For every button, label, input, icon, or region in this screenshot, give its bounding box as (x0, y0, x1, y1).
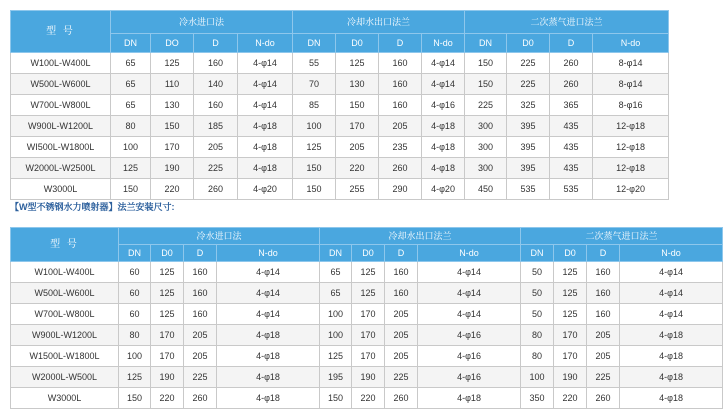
value-cell: 70 (293, 74, 336, 95)
value-cell: 125 (352, 283, 385, 304)
model-cell: W2000L-W500L (11, 367, 119, 388)
model-cell: WI500L-W1800L (11, 137, 111, 158)
value-cell: 205 (184, 325, 217, 346)
column-header-cell: N-do (238, 34, 293, 53)
value-cell: 125 (320, 346, 352, 367)
value-cell: 125 (151, 262, 184, 283)
value-cell: 225 (385, 367, 418, 388)
column-header-cell: N-do (422, 34, 465, 53)
value-cell: 80 (111, 116, 151, 137)
table-row (11, 325, 723, 346)
value-cell: 65 (320, 262, 352, 283)
value-cell: 50 (521, 304, 554, 325)
value-cell: 260 (184, 388, 217, 409)
value-cell: 4-φ14 (238, 95, 293, 116)
value-cell: 4-φ14 (217, 262, 320, 283)
value-cell: 125 (111, 158, 151, 179)
value-cell: 125 (352, 262, 385, 283)
value-cell: 50 (521, 262, 554, 283)
column-header-cell: D0 (336, 34, 379, 53)
value-cell: 65 (111, 53, 151, 74)
column-header-cell: DO (151, 34, 194, 53)
value-cell: 4-φ14 (418, 283, 521, 304)
value-cell: 125 (336, 53, 379, 74)
value-cell: 4-φ18 (217, 388, 320, 409)
column-header-cell: N-do (418, 245, 521, 262)
value-cell: 65 (111, 95, 151, 116)
value-cell: 160 (385, 262, 418, 283)
value-cell: 125 (554, 304, 587, 325)
value-cell: 535 (550, 179, 593, 200)
value-cell: 160 (194, 53, 238, 74)
value-cell: 4-φ18 (238, 137, 293, 158)
value-cell: 4-φ14 (238, 74, 293, 95)
value-cell: 225 (465, 95, 507, 116)
table-row (11, 74, 669, 95)
model-cell: W100L-W400L (11, 53, 111, 74)
table-row (11, 262, 723, 283)
value-cell: 255 (336, 179, 379, 200)
value-cell: 4-φ18 (422, 116, 465, 137)
value-cell: 4-φ18 (238, 158, 293, 179)
model-cell: W700L-W800L (11, 304, 119, 325)
value-cell: 12-φ20 (593, 179, 669, 200)
table-row (11, 388, 723, 409)
value-cell: 4-φ20 (422, 179, 465, 200)
value-cell: 4-φ14 (217, 283, 320, 304)
table-row (11, 179, 669, 200)
value-cell: 170 (151, 137, 194, 158)
value-cell: 4-φ16 (418, 346, 521, 367)
column-header-cell: DN (111, 34, 151, 53)
value-cell: 190 (151, 158, 194, 179)
value-cell: 170 (336, 116, 379, 137)
model-cell: W100L-W400L (11, 262, 119, 283)
value-cell: 260 (550, 53, 593, 74)
column-header-cell: D0 (507, 34, 550, 53)
value-cell: 140 (194, 74, 238, 95)
value-cell: 205 (385, 304, 418, 325)
value-cell: 190 (151, 367, 184, 388)
value-cell: 4-φ14 (422, 53, 465, 74)
value-cell: 150 (111, 179, 151, 200)
model-header-cell: 型 号 (11, 11, 111, 53)
value-cell: 205 (336, 137, 379, 158)
value-cell: 85 (293, 95, 336, 116)
value-cell: 170 (554, 325, 587, 346)
group-header-cell: 二次蒸气进口法兰 (521, 228, 723, 245)
value-cell: 100 (111, 137, 151, 158)
value-cell: 100 (320, 304, 352, 325)
value-cell: 60 (119, 304, 151, 325)
value-cell: 4-φ18 (422, 137, 465, 158)
value-cell: 4-φ14 (620, 262, 723, 283)
value-cell: 260 (379, 158, 422, 179)
value-cell: 4-φ16 (418, 325, 521, 346)
model-header-cell: 型 号 (11, 228, 119, 262)
value-cell: 150 (151, 116, 194, 137)
column-header-cell: D0 (352, 245, 385, 262)
value-cell: 160 (379, 95, 422, 116)
value-cell: 150 (293, 158, 336, 179)
value-cell: 290 (379, 179, 422, 200)
value-cell: 150 (119, 388, 151, 409)
table-row (11, 137, 669, 158)
value-cell: 65 (111, 74, 151, 95)
column-header-cell: N-do (217, 245, 320, 262)
value-cell: 4-φ18 (418, 388, 521, 409)
column-header-cell: D0 (554, 245, 587, 262)
value-cell: 350 (521, 388, 554, 409)
value-cell: 260 (194, 179, 238, 200)
value-cell: 4-φ14 (418, 304, 521, 325)
value-cell: 205 (587, 325, 620, 346)
value-cell: 4-φ18 (620, 346, 723, 367)
value-cell: 160 (379, 53, 422, 74)
value-cell: 220 (336, 158, 379, 179)
column-header-cell: DN (119, 245, 151, 262)
value-cell: 225 (507, 74, 550, 95)
value-cell: 170 (352, 325, 385, 346)
value-cell: 205 (194, 137, 238, 158)
value-cell: 150 (465, 74, 507, 95)
value-cell: 300 (465, 116, 507, 137)
value-cell: 80 (119, 325, 151, 346)
value-cell: 125 (554, 283, 587, 304)
value-cell: 185 (194, 116, 238, 137)
value-cell: 260 (550, 74, 593, 95)
column-header-cell: D (385, 245, 418, 262)
value-cell: 55 (293, 53, 336, 74)
value-cell: 260 (385, 388, 418, 409)
table-row (11, 283, 723, 304)
column-header-cell: N-do (593, 34, 669, 53)
value-cell: 160 (587, 283, 620, 304)
value-cell: 150 (293, 179, 336, 200)
value-cell: 160 (184, 283, 217, 304)
value-cell: 435 (550, 116, 593, 137)
value-cell: 4-φ16 (422, 95, 465, 116)
column-header-cell: DN (465, 34, 507, 53)
value-cell: 225 (587, 367, 620, 388)
value-cell: 60 (119, 283, 151, 304)
value-cell: 170 (151, 325, 184, 346)
value-cell: 4-φ14 (620, 304, 723, 325)
value-cell: 395 (507, 116, 550, 137)
value-cell: 4-φ20 (238, 179, 293, 200)
value-cell: 220 (554, 388, 587, 409)
value-cell: 80 (521, 346, 554, 367)
value-cell: 395 (507, 137, 550, 158)
table-row (11, 367, 723, 388)
value-cell: 325 (507, 95, 550, 116)
value-cell: 4-φ18 (620, 388, 723, 409)
value-cell: 110 (151, 74, 194, 95)
value-cell: 160 (379, 74, 422, 95)
column-header-cell: D (587, 245, 620, 262)
column-header-cell: D0 (151, 245, 184, 262)
value-cell: 205 (385, 346, 418, 367)
model-cell: W3000L (11, 179, 111, 200)
value-cell: 4-φ18 (238, 116, 293, 137)
value-cell: 170 (352, 346, 385, 367)
flange-size-table-1 (10, 10, 669, 200)
table-1-body (11, 11, 669, 200)
value-cell: 535 (507, 179, 550, 200)
value-cell: 220 (352, 388, 385, 409)
value-cell: 160 (184, 304, 217, 325)
value-cell: 160 (587, 262, 620, 283)
value-cell: 195 (320, 367, 352, 388)
value-cell: 125 (293, 137, 336, 158)
table-row (11, 346, 723, 367)
value-cell: 100 (521, 367, 554, 388)
value-cell: 260 (587, 388, 620, 409)
flange-size-table-2 (10, 227, 723, 409)
value-cell: 235 (379, 137, 422, 158)
value-cell: 65 (320, 283, 352, 304)
table-row (11, 304, 723, 325)
value-cell: 100 (293, 116, 336, 137)
model-cell: W1500L-W1800L (11, 346, 119, 367)
value-cell: 220 (151, 388, 184, 409)
value-cell: 125 (554, 262, 587, 283)
value-cell: 160 (385, 283, 418, 304)
group-header-cell: 二次蒸气进口法兰 (465, 11, 669, 34)
value-cell: 225 (507, 53, 550, 74)
value-cell: 8-φ14 (593, 74, 669, 95)
value-cell: 125 (151, 304, 184, 325)
table-row (11, 53, 669, 74)
value-cell: 8-φ16 (593, 95, 669, 116)
value-cell: 130 (336, 74, 379, 95)
model-cell: W500L-W600L (11, 74, 111, 95)
value-cell: 50 (521, 283, 554, 304)
value-cell: 4-φ14 (217, 304, 320, 325)
value-cell: 4-φ18 (217, 367, 320, 388)
value-cell: 190 (352, 367, 385, 388)
value-cell: 435 (550, 137, 593, 158)
value-cell: 160 (587, 304, 620, 325)
value-cell: 160 (184, 262, 217, 283)
value-cell: 220 (151, 179, 194, 200)
value-cell: 4-φ18 (620, 325, 723, 346)
value-cell: 4-φ14 (238, 53, 293, 74)
value-cell: 12-φ18 (593, 158, 669, 179)
value-cell: 435 (550, 158, 593, 179)
value-cell: 4-φ18 (217, 325, 320, 346)
value-cell: 225 (184, 367, 217, 388)
value-cell: 80 (521, 325, 554, 346)
section-caption: 【W型不锈钢水力喷射器】法兰安装尺寸: (10, 202, 175, 212)
group-header-row (11, 228, 723, 245)
table-2-body (11, 228, 723, 409)
value-cell: 205 (184, 346, 217, 367)
value-cell: 4-φ14 (620, 283, 723, 304)
model-cell: W700L-W800L (11, 95, 111, 116)
group-header-cell: 冷水进口法 (111, 11, 293, 34)
column-header-cell: N-do (620, 245, 723, 262)
value-cell: 225 (194, 158, 238, 179)
column-header-cell: DN (320, 245, 352, 262)
value-cell: 300 (465, 137, 507, 158)
value-cell: 60 (119, 262, 151, 283)
value-cell: 4-φ16 (418, 367, 521, 388)
model-cell: W2000L-W2500L (11, 158, 111, 179)
value-cell: 170 (352, 304, 385, 325)
group-header-cell: 冷却水出口法兰 (320, 228, 521, 245)
group-header-row (11, 11, 669, 34)
model-cell: W500L-W600L (11, 283, 119, 304)
value-cell: 125 (119, 367, 151, 388)
value-cell: 125 (151, 53, 194, 74)
value-cell: 160 (194, 95, 238, 116)
value-cell: 4-φ18 (217, 346, 320, 367)
column-header-cell: D (379, 34, 422, 53)
value-cell: 150 (465, 53, 507, 74)
value-cell: 100 (119, 346, 151, 367)
model-cell: W900L-W1200L (11, 325, 119, 346)
value-cell: 300 (465, 158, 507, 179)
group-header-cell: 冷却水出口法兰 (293, 11, 465, 34)
value-cell: 4-φ18 (422, 158, 465, 179)
value-cell: 170 (151, 346, 184, 367)
value-cell: 365 (550, 95, 593, 116)
value-cell: 205 (385, 325, 418, 346)
value-cell: 395 (507, 158, 550, 179)
value-cell: 4-φ14 (422, 74, 465, 95)
model-cell: W3000L (11, 388, 119, 409)
value-cell: 4-φ18 (620, 367, 723, 388)
column-header-cell: DN (521, 245, 554, 262)
column-header-cell: D (194, 34, 238, 53)
value-cell: 100 (320, 325, 352, 346)
table-row (11, 158, 669, 179)
table-row (11, 116, 669, 137)
value-cell: 4-φ14 (418, 262, 521, 283)
value-cell: 12-φ18 (593, 137, 669, 158)
value-cell: 8-φ14 (593, 53, 669, 74)
value-cell: 12-φ18 (593, 116, 669, 137)
group-header-cell: 冷水进口法 (119, 228, 320, 245)
value-cell: 170 (554, 346, 587, 367)
model-cell: W900L-W1200L (11, 116, 111, 137)
column-header-cell: D (550, 34, 593, 53)
column-header-cell: D (184, 245, 217, 262)
value-cell: 125 (151, 283, 184, 304)
value-cell: 150 (320, 388, 352, 409)
value-cell: 205 (587, 346, 620, 367)
column-header-cell: DN (293, 34, 336, 53)
value-cell: 450 (465, 179, 507, 200)
value-cell: 130 (151, 95, 194, 116)
value-cell: 150 (336, 95, 379, 116)
value-cell: 205 (379, 116, 422, 137)
value-cell: 190 (554, 367, 587, 388)
table-row (11, 95, 669, 116)
